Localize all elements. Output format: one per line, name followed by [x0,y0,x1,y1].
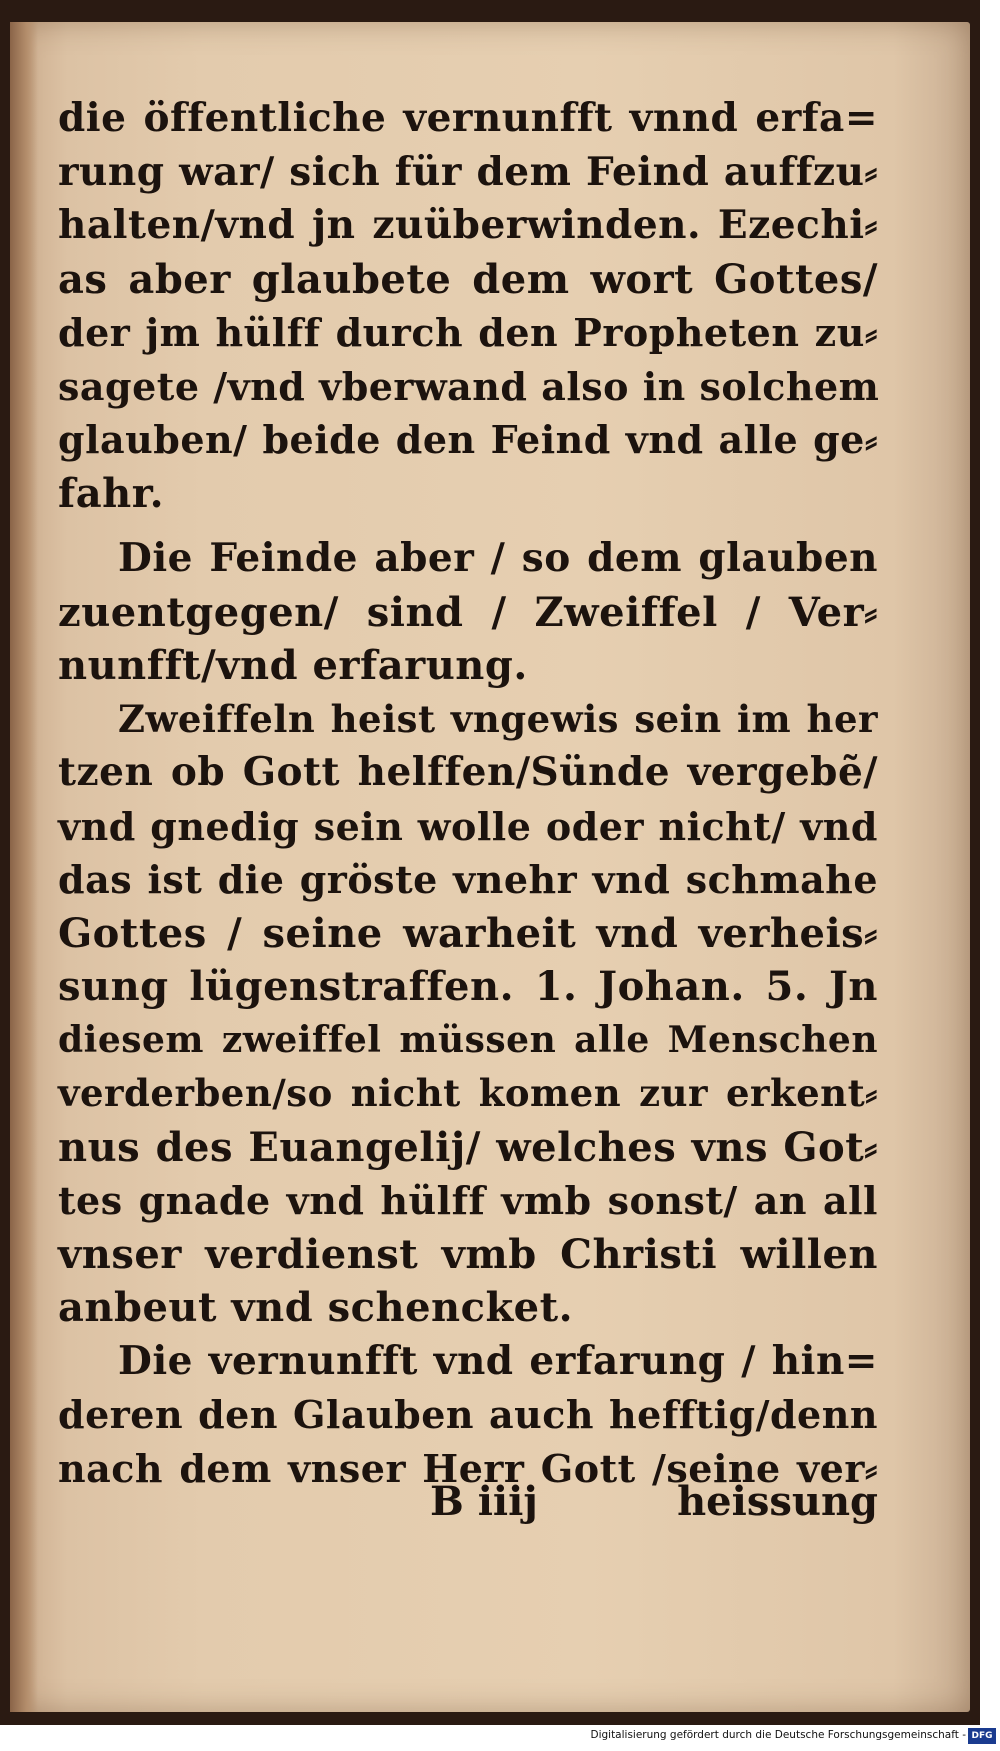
credit-bar [0,1725,1000,1751]
text-line: rung war/ sich für dem Feind auffzu⸗ [58,148,878,195]
text-line: tzen ob Gott helffen/Sünde vergebẽ/ [58,749,878,795]
text-line: vnd gnedig sein wolle oder nicht/ vnd [58,803,878,849]
text-line: sagete /vnd vberwand also in solchem [58,363,880,409]
text-line: glauben/ beide den Feind vnd alle ge⸗ [58,417,878,462]
digitization-credit: Digitalisierung gefördert durch die Deutsche Forschungsgemeinschaft - [590,1729,966,1741]
text-line: anbeut vnd schencket. [58,1284,574,1331]
text-line: halten/vnd jn zuüberwinden. Ezechi⸗ [58,202,878,248]
page-text [58,92,878,1495]
text-line: deren den Glauben auch hefftig/denn [58,1392,878,1437]
text-line: zuentgegen/ sind / Zweiffel / Ver⸗ [58,588,878,636]
text-line: das ist die gröste vnehr vnd schmahe [58,857,878,902]
signature-mark: B iiij [430,1478,538,1525]
text-line: die öffentliche vernunfft vnnd erfa= [58,95,878,141]
paragraph-start-line: Die vernunfft vnd erfarung / hin= [118,1337,878,1384]
text-line: nunfft/vnd erfarung. [58,642,528,689]
text-line: sung lügenstraffen. 1. Johan. 5. Jn [58,963,878,1010]
dfg-logo: DFG [968,1728,996,1744]
text-line: as aber glaubete dem wort Gottes/ [58,255,878,303]
text-line: Gottes / seine warheit vnd verheis⸗ [58,909,878,957]
text-line: diesem zweiffel müssen alle Menschen [58,1018,878,1061]
text-line: der jm hülff durch den Propheten zu⸗ [58,310,878,355]
catchword: heissung [677,1478,878,1525]
text-line: nach dem vnser Herr Gott /seine ver⸗ [58,1445,878,1491]
text-line: nus des Euangelij/ welches vns Got⸗ [58,1123,878,1171]
paragraph-start-line: Die Feinde aber / so dem glauben [118,535,878,581]
text-line: tes gnade vnd hülff vmb sonst/ an all [58,1178,878,1223]
page-footer [58,1478,878,1534]
page-gutter [10,22,38,1712]
text-line: vnser verdienst vmb Christi willen [58,1230,878,1278]
text-line: fahr. [58,469,165,517]
paragraph-start-line: Zweiffeln heist vngewis sein im her [118,696,878,741]
text-line: verderben/so nicht komen zur erkent⸗ [58,1071,878,1115]
